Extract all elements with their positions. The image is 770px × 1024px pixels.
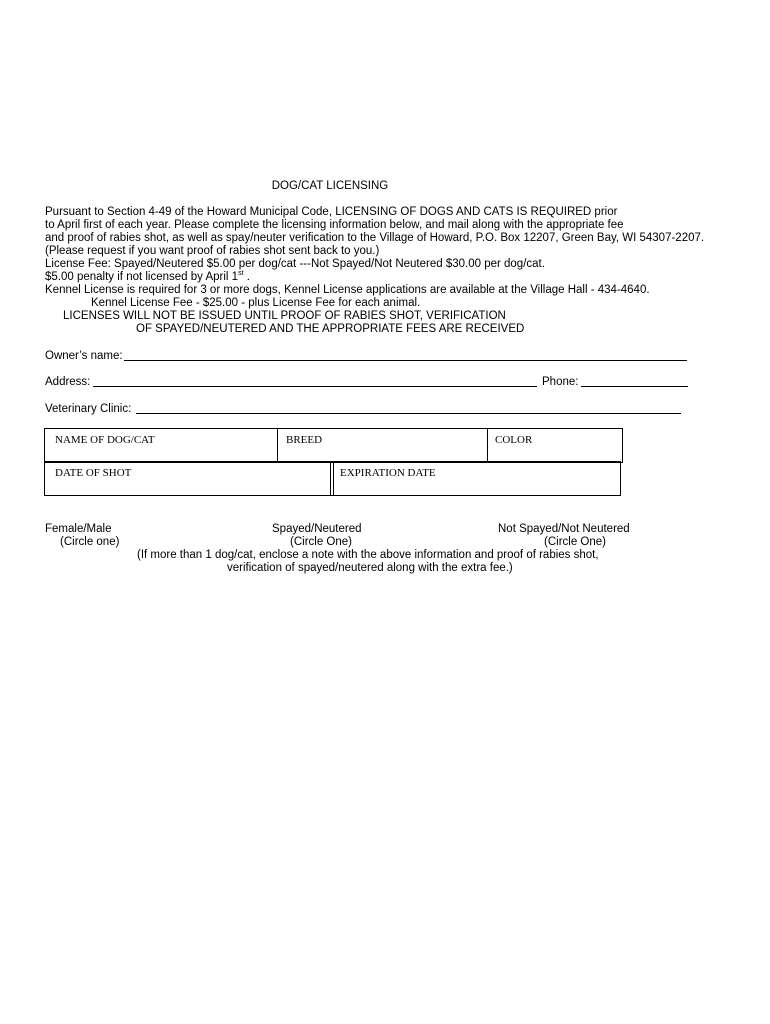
footnote-line-1: (If more than 1 dog/cat, enclose a note with the above information and proof of rabies shot, bbox=[137, 549, 599, 561]
form-title: DOG/CAT LICENSING bbox=[271, 180, 389, 192]
intro-line-4: (Please request if you want proof of rabies shot sent back to you.) bbox=[45, 245, 380, 257]
phone-field[interactable] bbox=[581, 386, 688, 387]
veterinary-clinic-field[interactable] bbox=[136, 413, 681, 414]
table-divider bbox=[487, 428, 488, 463]
not-spayed-circle-note: (Circle One) bbox=[544, 536, 606, 548]
owner-name-label: Owner’s name: bbox=[45, 350, 123, 362]
kennel-license-line: Kennel License is required for 3 or more dogs, Kennel License applications are available at the Village Hall - 434-4640. bbox=[45, 284, 650, 296]
breed-field[interactable]: BREED bbox=[286, 434, 323, 446]
phone-label: Phone: bbox=[542, 376, 579, 388]
warning-line-2: OF SPAYED/NEUTERED AND THE APPROPRIATE FEES ARE RECEIVED bbox=[136, 323, 525, 335]
sex-circle-note: (Circle one) bbox=[60, 536, 120, 548]
intro-line-3: and proof of rabies shot, as well as spay/neuter verification to the Village of Howard, P.O. Box 12207, Green Bay, WI 54307-2207. bbox=[45, 232, 705, 244]
sex-option[interactable]: Female/Male bbox=[45, 523, 112, 535]
kennel-fee-line: Kennel License Fee - $25.00 - plus License Fee for each animal. bbox=[91, 297, 421, 309]
not-spayed-option[interactable]: Not Spayed/Not Neutered bbox=[498, 523, 630, 535]
warning-line-1: LICENSES WILL NOT BE ISSUED UNTIL PROOF OF RABIES SHOT, VERIFICATION bbox=[63, 310, 506, 322]
table-divider bbox=[333, 461, 334, 496]
penalty-line bbox=[45, 271, 250, 284]
name-of-dog-cat-field[interactable]: NAME OF DOG/CAT bbox=[55, 434, 155, 446]
spayed-circle-note: (Circle One) bbox=[290, 536, 352, 548]
spayed-neutered-option[interactable]: Spayed/Neutered bbox=[272, 523, 362, 535]
address-field[interactable] bbox=[93, 386, 537, 387]
owner-name-field[interactable] bbox=[124, 360, 687, 361]
date-of-shot-field[interactable]: DATE OF SHOT bbox=[55, 467, 132, 479]
license-fee-line: License Fee: Spayed/Neutered $5.00 per dog/cat ---Not Spayed/Not Neutered $30.00 per dog/cat. bbox=[45, 258, 545, 270]
intro-line-1: Pursuant to Section 4-49 of the Howard Municipal Code, LICENSING OF DOGS AND CATS IS REQUIRED prior bbox=[45, 206, 618, 218]
color-field[interactable]: COLOR bbox=[495, 434, 533, 446]
penalty-superscript: st bbox=[238, 270, 244, 278]
address-label: Address: bbox=[45, 376, 91, 388]
table-divider bbox=[330, 461, 331, 496]
intro-line-2: to April first of each year. Please complete the licensing information below, and mail along with the appropriate fee bbox=[45, 219, 624, 231]
veterinary-clinic-label: Veterinary Clinic: bbox=[45, 403, 132, 415]
footnote-line-2: verification of spayed/neutered along with the extra fee.) bbox=[227, 562, 513, 574]
penalty-text: $5.00 penalty if not licensed by April 1 bbox=[45, 271, 239, 283]
penalty-end: . bbox=[243, 271, 250, 283]
expiration-date-field[interactable]: EXPIRATION DATE bbox=[340, 467, 436, 479]
table-divider bbox=[277, 428, 278, 463]
